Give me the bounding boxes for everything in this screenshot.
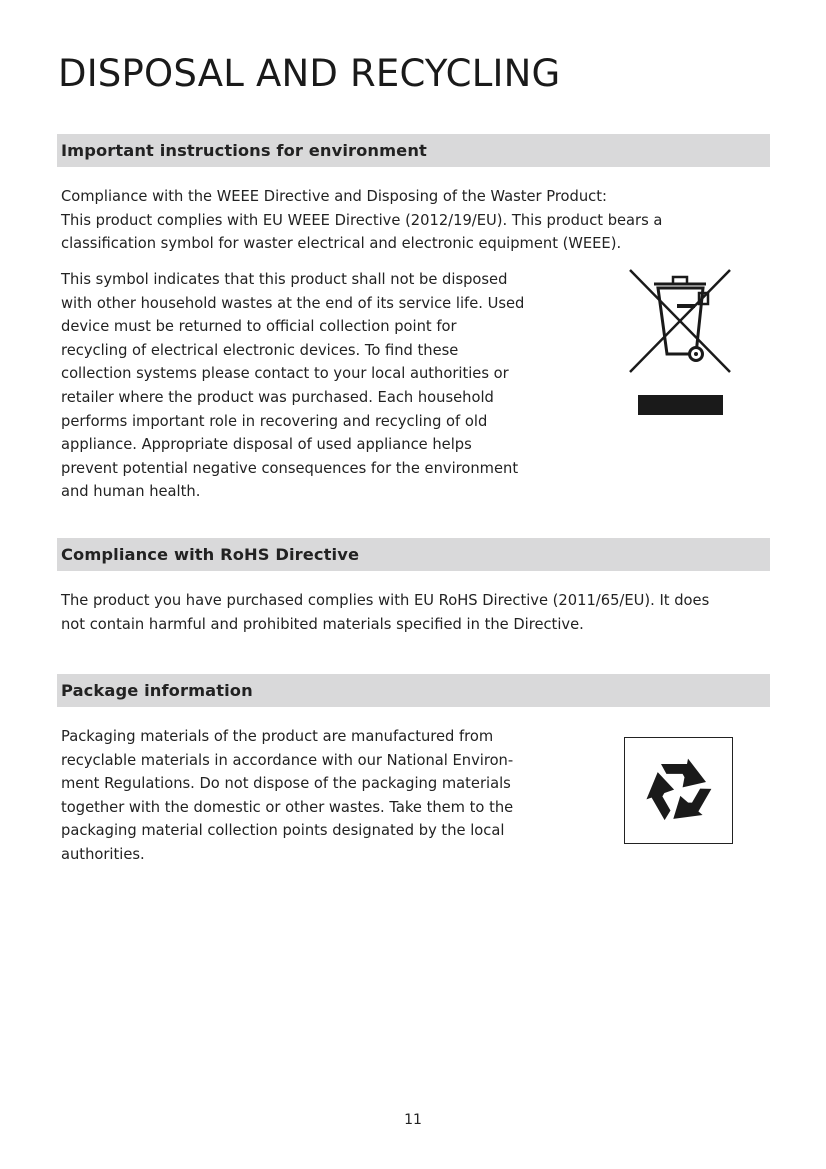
text-line: performs important role in recovering and recycling of old [61,412,488,430]
text-line: packaging material collection points designated by the local [61,822,505,840]
text-line: ment Regulations. Do not dispose of the packaging materials [61,775,511,793]
text-line: Packaging materials of the product are manufactured from [61,728,494,745]
text-line: together with the domestic or other wastes. Take them to the [61,798,514,816]
page-number: 11 [404,1112,422,1128]
text-line: retailer where the product was purchased. Each household [61,388,494,406]
text-line: with other household wastes at the end of its service life. Used [61,294,525,312]
weee-symbol-explanation [61,268,524,504]
section-heading-label: Important instructions for environment [61,141,427,160]
text-line: collection systems please contact to your local authorities or [61,365,509,383]
text-line: authorities. [61,845,145,863]
section-heading-label: Compliance with RoHS Directive [61,545,360,564]
text-line: classification symbol for waster electrical and electronic equipment (WEEE). [61,235,622,253]
recycling-symbol-icon [624,737,733,844]
rohs-compliance-text [61,589,709,636]
text-line: This symbol indicates that this product shall not be disposed [61,271,508,288]
section-heading-label: Package information [61,681,253,700]
package-info-text [61,725,513,867]
page-title: DISPOSAL AND RECYCLING [58,52,561,95]
text-line: recyclable materials in accordance with our National Environ- [61,751,514,769]
text-line: and human health. [61,483,201,501]
section-heading-environment [57,134,770,167]
text-line: recycling of electrical electronic devices. To find these [61,341,459,359]
text-line: appliance. Appropriate disposal of used appliance helps [61,436,472,454]
weee-compliance-intro [61,185,662,256]
text-line: Compliance with the WEEE Directive and Disposing of the Waster Product: [61,188,607,205]
section-heading-package [57,674,770,707]
text-line: device must be returned to official collection point for [61,318,457,336]
section-heading-rohs [57,538,770,571]
text-line: not contain harmful and prohibited materials specified in the Directive. [61,615,584,633]
text-line: prevent potential negative consequences for the environment [61,459,519,477]
text-line: The product you have purchased complies with EU RoHS Directive (2011/65/EU). It does [61,592,710,609]
crossed-out-wheelie-bin-icon [626,266,736,418]
text-line: This product complies with EU WEEE Directive (2012/19/EU). This product bears a [61,211,663,229]
